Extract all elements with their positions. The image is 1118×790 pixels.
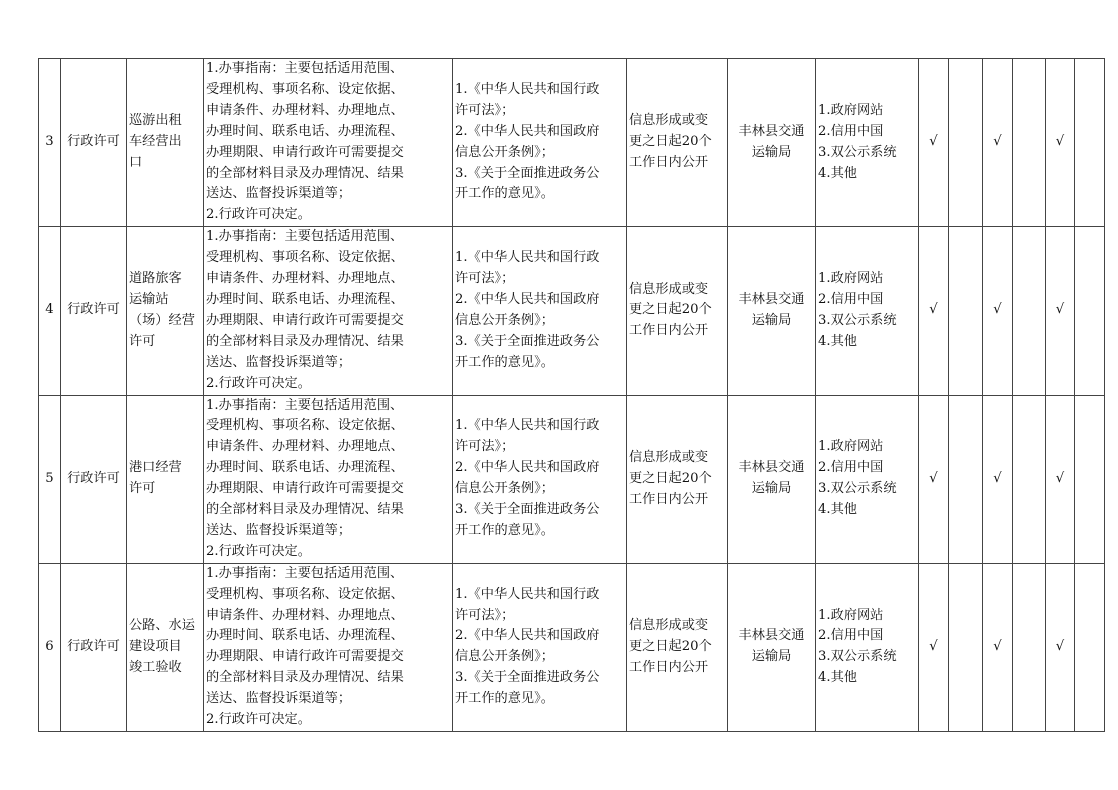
row-number: 3 bbox=[39, 59, 61, 227]
check-flag bbox=[1075, 59, 1105, 227]
table-row bbox=[39, 395, 1105, 563]
basis-line: 3.《关于全面推进政务公 bbox=[455, 502, 600, 518]
disclosure-subject bbox=[728, 59, 816, 227]
check-flag: √ bbox=[1046, 59, 1075, 227]
item-type: 行政许可 bbox=[61, 563, 127, 731]
channel-line: 2.信用中国 bbox=[818, 460, 884, 476]
check-flag: √ bbox=[1046, 395, 1075, 563]
subject-line: 丰林县交通 bbox=[738, 628, 805, 644]
content-line: 申请条件、办理材料、办理地点、 bbox=[206, 102, 404, 118]
content-line: 送达、监督投诉渠道等； bbox=[206, 354, 352, 370]
channel-line: 2.信用中国 bbox=[818, 291, 884, 307]
basis-line: 许可法》； bbox=[455, 271, 515, 287]
item-name-line: 许可 bbox=[129, 481, 156, 497]
check-flag bbox=[1013, 395, 1046, 563]
check-flag: √ bbox=[983, 395, 1013, 563]
check-flag: √ bbox=[919, 59, 949, 227]
channel-line: 4.其他 bbox=[818, 670, 857, 686]
item-type: 行政许可 bbox=[61, 395, 127, 563]
channel-line: 3.双公示系统 bbox=[818, 481, 897, 497]
item-name-line: 许可 bbox=[129, 333, 156, 349]
basis-line: 许可法》； bbox=[455, 439, 515, 455]
table-row bbox=[39, 563, 1105, 731]
basis-line: 2.《中华人民共和国政府 bbox=[455, 291, 600, 307]
disclosure-subject bbox=[728, 563, 816, 731]
disclosure-time bbox=[627, 395, 728, 563]
content-line: 办理期限、申请行政许可需要提交 bbox=[206, 312, 404, 328]
basis-line: 3.《关于全面推进政务公 bbox=[455, 333, 600, 349]
disclosure-time bbox=[627, 59, 728, 227]
disclosure-content bbox=[204, 227, 453, 395]
channel-line: 1.政府网站 bbox=[818, 102, 884, 118]
subject-line: 丰林县交通 bbox=[738, 291, 805, 307]
row-number: 5 bbox=[39, 395, 61, 563]
disclosure-basis bbox=[453, 563, 627, 731]
table-body bbox=[39, 59, 1105, 732]
item-name-line: 车经营出 bbox=[129, 134, 182, 150]
disclosure-basis bbox=[453, 395, 627, 563]
content-line: 受理机构、事项名称、设定依据、 bbox=[206, 586, 404, 602]
content-line: 1.办事指南：主要包括适用范围、 bbox=[206, 229, 404, 245]
check-flag bbox=[1075, 227, 1105, 395]
check-flag bbox=[949, 563, 983, 731]
check-flag bbox=[949, 227, 983, 395]
time-line: 更之日起20个 bbox=[629, 134, 712, 150]
time-line: 更之日起20个 bbox=[629, 470, 712, 486]
item-name bbox=[127, 59, 204, 227]
check-flag: √ bbox=[1046, 227, 1075, 395]
row-number: 4 bbox=[39, 227, 61, 395]
channel-line: 3.双公示系统 bbox=[818, 312, 897, 328]
table-row bbox=[39, 59, 1105, 227]
item-name-line: （场）经营 bbox=[129, 312, 195, 328]
basis-line: 开工作的意见》。 bbox=[455, 186, 554, 202]
channel-line: 2.信用中国 bbox=[818, 628, 884, 644]
time-line: 工作日内公开 bbox=[629, 155, 709, 171]
basis-line: 2.《中华人民共和国政府 bbox=[455, 628, 600, 644]
item-name-line: 竣工验收 bbox=[129, 659, 182, 675]
channel-line: 4.其他 bbox=[818, 165, 857, 181]
disclosure-content bbox=[204, 563, 453, 731]
check-flag bbox=[1075, 395, 1105, 563]
item-name-line: 道路旅客 bbox=[129, 271, 182, 287]
content-line: 送达、监督投诉渠道等； bbox=[206, 522, 352, 538]
item-name bbox=[127, 395, 204, 563]
channel-line: 3.双公示系统 bbox=[818, 649, 897, 665]
check-flag: √ bbox=[919, 227, 949, 395]
time-line: 更之日起20个 bbox=[629, 638, 712, 654]
disclosure-channels bbox=[816, 59, 919, 227]
item-type: 行政许可 bbox=[61, 59, 127, 227]
basis-line: 信息公开条例》； bbox=[455, 144, 554, 160]
basis-line: 1.《中华人民共和国行政 bbox=[455, 586, 600, 602]
disclosure-subject bbox=[728, 395, 816, 563]
check-flag bbox=[949, 395, 983, 563]
time-line: 更之日起20个 bbox=[629, 302, 712, 318]
basis-line: 1.《中华人民共和国行政 bbox=[455, 250, 600, 266]
time-line: 信息形成或变 bbox=[629, 449, 709, 465]
basis-line: 1.《中华人民共和国行政 bbox=[455, 81, 600, 97]
disclosure-time bbox=[627, 227, 728, 395]
content-line: 1.办事指南：主要包括适用范围、 bbox=[206, 565, 404, 581]
content-line: 申请条件、办理材料、办理地点、 bbox=[206, 271, 404, 287]
content-line: 送达、监督投诉渠道等； bbox=[206, 691, 352, 707]
channel-line: 4.其他 bbox=[818, 333, 857, 349]
subject-line: 丰林县交通 bbox=[738, 460, 805, 476]
content-line: 办理时间、联系电话、办理流程、 bbox=[206, 460, 404, 476]
disclosure-basis bbox=[453, 227, 627, 395]
item-name-line: 港口经营 bbox=[129, 460, 182, 476]
time-line: 信息形成或变 bbox=[629, 113, 709, 129]
content-line: 受理机构、事项名称、设定依据、 bbox=[206, 81, 404, 97]
disclosure-content bbox=[204, 395, 453, 563]
content-line: 办理时间、联系电话、办理流程、 bbox=[206, 628, 404, 644]
check-flag bbox=[1013, 59, 1046, 227]
row-number: 6 bbox=[39, 563, 61, 731]
channel-line: 3.双公示系统 bbox=[818, 144, 897, 160]
item-name-line: 口 bbox=[129, 155, 143, 171]
channel-line: 4.其他 bbox=[818, 502, 857, 518]
basis-line: 开工作的意见》。 bbox=[455, 354, 554, 370]
content-line: 2.行政许可决定。 bbox=[206, 375, 311, 391]
check-flag: √ bbox=[919, 563, 949, 731]
item-name-line: 公路、水运 bbox=[129, 618, 195, 634]
item-type: 行政许可 bbox=[61, 227, 127, 395]
content-line: 申请条件、办理材料、办理地点、 bbox=[206, 607, 404, 623]
content-line: 办理时间、联系电话、办理流程、 bbox=[206, 123, 404, 139]
time-line: 信息形成或变 bbox=[629, 618, 709, 634]
basis-line: 许可法》； bbox=[455, 102, 515, 118]
basis-line: 信息公开条例》； bbox=[455, 481, 554, 497]
disclosure-channels bbox=[816, 563, 919, 731]
check-flag: √ bbox=[919, 395, 949, 563]
basis-line: 3.《关于全面推进政务公 bbox=[455, 165, 600, 181]
check-flag: √ bbox=[983, 227, 1013, 395]
content-line: 办理期限、申请行政许可需要提交 bbox=[206, 649, 404, 665]
disclosure-basis bbox=[453, 59, 627, 227]
basis-line: 3.《关于全面推进政务公 bbox=[455, 670, 600, 686]
disclosure-time bbox=[627, 563, 728, 731]
time-line: 工作日内公开 bbox=[629, 491, 709, 507]
channel-line: 2.信用中国 bbox=[818, 123, 884, 139]
content-line: 1.办事指南：主要包括适用范围、 bbox=[206, 397, 404, 413]
disclosure-table bbox=[38, 58, 1105, 732]
subject-line: 运输局 bbox=[751, 144, 792, 160]
check-flag bbox=[1013, 227, 1046, 395]
subject-line: 运输局 bbox=[751, 312, 792, 328]
check-flag: √ bbox=[983, 563, 1013, 731]
disclosure-channels bbox=[816, 395, 919, 563]
check-flag bbox=[1075, 563, 1105, 731]
basis-line: 开工作的意见》。 bbox=[455, 691, 554, 707]
content-line: 送达、监督投诉渠道等； bbox=[206, 186, 352, 202]
content-line: 的全部材料目录及办理情况、结果 bbox=[206, 165, 404, 181]
item-name-line: 建设项目 bbox=[129, 638, 182, 654]
table-row bbox=[39, 227, 1105, 395]
content-line: 受理机构、事项名称、设定依据、 bbox=[206, 250, 404, 266]
basis-line: 2.《中华人民共和国政府 bbox=[455, 123, 600, 139]
content-line: 办理期限、申请行政许可需要提交 bbox=[206, 481, 404, 497]
check-flag bbox=[1013, 563, 1046, 731]
content-line: 的全部材料目录及办理情况、结果 bbox=[206, 502, 404, 518]
item-name-line: 运输站 bbox=[129, 291, 169, 307]
subject-line: 丰林县交通 bbox=[738, 123, 805, 139]
subject-line: 运输局 bbox=[751, 481, 792, 497]
basis-line: 2.《中华人民共和国政府 bbox=[455, 460, 600, 476]
basis-line: 许可法》； bbox=[455, 607, 515, 623]
check-flag: √ bbox=[1046, 563, 1075, 731]
basis-line: 信息公开条例》； bbox=[455, 649, 554, 665]
time-line: 工作日内公开 bbox=[629, 659, 709, 675]
item-name bbox=[127, 227, 204, 395]
time-line: 信息形成或变 bbox=[629, 281, 709, 297]
content-line: 1.办事指南：主要包括适用范围、 bbox=[206, 61, 404, 76]
content-line: 办理时间、联系电话、办理流程、 bbox=[206, 291, 404, 307]
time-line: 工作日内公开 bbox=[629, 323, 709, 339]
content-line: 2.行政许可决定。 bbox=[206, 543, 311, 559]
content-line: 受理机构、事项名称、设定依据、 bbox=[206, 418, 404, 434]
content-line: 申请条件、办理材料、办理地点、 bbox=[206, 439, 404, 455]
disclosure-content bbox=[204, 59, 453, 227]
item-name-line: 巡游出租 bbox=[129, 113, 182, 129]
check-flag: √ bbox=[983, 59, 1013, 227]
item-name bbox=[127, 563, 204, 731]
channel-line: 1.政府网站 bbox=[818, 607, 884, 623]
channel-line: 1.政府网站 bbox=[818, 439, 884, 455]
content-line: 的全部材料目录及办理情况、结果 bbox=[206, 333, 404, 349]
disclosure-channels bbox=[816, 227, 919, 395]
content-line: 的全部材料目录及办理情况、结果 bbox=[206, 670, 404, 686]
basis-line: 信息公开条例》； bbox=[455, 312, 554, 328]
content-line: 办理期限、申请行政许可需要提交 bbox=[206, 144, 404, 160]
content-line: 2.行政许可决定。 bbox=[206, 207, 311, 223]
disclosure-subject bbox=[728, 227, 816, 395]
basis-line: 1.《中华人民共和国行政 bbox=[455, 418, 600, 434]
content-line: 2.行政许可决定。 bbox=[206, 712, 311, 728]
basis-line: 开工作的意见》。 bbox=[455, 522, 554, 538]
subject-line: 运输局 bbox=[751, 649, 792, 665]
channel-line: 1.政府网站 bbox=[818, 271, 884, 287]
check-flag bbox=[949, 59, 983, 227]
